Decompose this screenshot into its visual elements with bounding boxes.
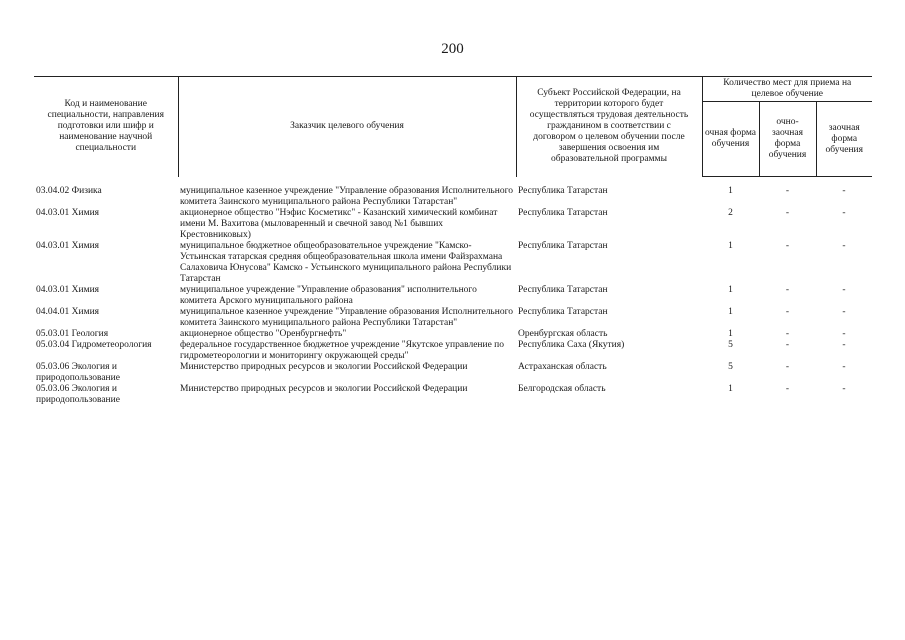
header-mixed: очно-заочная форма обучения bbox=[759, 102, 816, 177]
fulltime-count: 1 bbox=[728, 241, 733, 251]
fulltime-count: 1 bbox=[728, 329, 733, 339]
header-places: Количество мест для приема на целевое обучение bbox=[702, 77, 872, 102]
specialty-cell: 03.04.02 Физика bbox=[36, 186, 102, 196]
region-cell: Оренбургская область bbox=[518, 329, 608, 339]
mixed-count: - bbox=[785, 362, 790, 372]
region-cell: Белгородская область bbox=[518, 384, 606, 394]
customer-cell: муниципальное бюджетное общеобразовательное учреждение "Камско-Устьинская татарская средняя общеобразовательная школа имени Файзрахмана Салаховича Юнусова" Камско - Устьинского муниципального района Республики Татарстан bbox=[180, 241, 512, 284]
fulltime-count: 1 bbox=[728, 384, 733, 394]
customer-cell: муниципальное казенное учреждение "Управление образования Исполнительного комитета Заинского муниципального района Республики Татарстан" bbox=[180, 186, 514, 207]
table-row bbox=[34, 285, 872, 307]
parttime-count: - bbox=[842, 384, 846, 394]
parttime-count: - bbox=[842, 340, 846, 350]
specialty-cell: 05.03.06 Экология и природопользование bbox=[36, 384, 120, 405]
specialty-cell: 05.03.01 Геология bbox=[36, 329, 109, 339]
specialty-cell: 05.03.04 Гидрометеорология bbox=[36, 340, 152, 350]
table-row bbox=[34, 340, 872, 362]
table-row bbox=[34, 384, 872, 406]
mixed-count: - bbox=[785, 329, 790, 339]
specialty-cell: 04.03.01 Химия bbox=[36, 208, 100, 218]
customer-cell: Министерство природных ресурсов и экологии Российской Федерации bbox=[180, 384, 468, 394]
fulltime-count: 5 bbox=[728, 362, 733, 372]
specialty-cell: 04.03.01 Химия bbox=[36, 241, 100, 251]
table-row bbox=[34, 362, 872, 384]
fulltime-count: 1 bbox=[728, 285, 733, 295]
header-region: Субъект Российской Федерации, на территории которого будет осуществляться трудовая деятельность гражданином в соответствии с договором о целевом обучении после завершения освоения им образовательной программы bbox=[516, 77, 702, 177]
mixed-count: - bbox=[785, 186, 790, 196]
table-body bbox=[34, 177, 872, 407]
parttime-count: - bbox=[842, 307, 846, 317]
header-specialty: Код и наименование специальности, направления подготовки или шифр и наименование научной специальности bbox=[34, 77, 178, 177]
header-customer: Заказчик целевого обучения bbox=[178, 77, 516, 177]
parttime-count: - bbox=[842, 329, 846, 339]
region-cell: Республика Татарстан bbox=[518, 186, 608, 196]
mixed-count: - bbox=[785, 340, 790, 350]
table-row bbox=[34, 241, 872, 285]
customer-cell: муниципальное учреждение "Управление образования" исполнительного комитета Арского муниципального района bbox=[180, 285, 477, 306]
parttime-count: - bbox=[842, 186, 846, 196]
parttime-count: - bbox=[842, 362, 846, 372]
header-fulltime: очная форма обучения bbox=[702, 102, 759, 177]
fulltime-count: 1 bbox=[728, 307, 733, 317]
table-row bbox=[34, 329, 872, 340]
customer-cell: акционерное общество "Нэфис Косметикс" - Казанский химический комбинат имени М. Вахитова (мыловаренный и свечной завод №1 бывших Крестовниковых) bbox=[180, 208, 498, 240]
mixed-count: - bbox=[785, 241, 790, 251]
mixed-count: - bbox=[785, 208, 790, 218]
specialty-cell: 05.03.06 Экология и природопользование bbox=[36, 362, 120, 383]
parttime-count: - bbox=[842, 285, 846, 295]
header-parttime: заочная форма обучения bbox=[816, 102, 872, 177]
customer-cell: Министерство природных ресурсов и экологии Российской Федерации bbox=[180, 362, 468, 372]
parttime-count: - bbox=[842, 208, 846, 218]
parttime-count: - bbox=[842, 241, 846, 251]
region-cell: Республика Татарстан bbox=[518, 285, 608, 295]
target-admission-table bbox=[34, 76, 872, 406]
fulltime-count: 1 bbox=[728, 186, 733, 196]
region-cell: Республика Татарстан bbox=[518, 307, 608, 317]
fulltime-count: 2 bbox=[728, 208, 733, 218]
region-cell: Республика Татарстан bbox=[518, 208, 608, 218]
table-row bbox=[34, 307, 872, 329]
mixed-count: - bbox=[785, 285, 790, 295]
customer-cell: муниципальное казенное учреждение "Управление образования Исполнительного комитета Заинского муниципального района Республики Татарстан" bbox=[180, 307, 514, 328]
fulltime-count: 5 bbox=[728, 340, 733, 350]
mixed-count: - bbox=[785, 307, 790, 317]
table-row bbox=[34, 186, 872, 208]
mixed-count: - bbox=[785, 384, 790, 394]
region-cell: Республика Татарстан bbox=[518, 241, 608, 251]
table-row bbox=[34, 208, 872, 241]
region-cell: Республика Саха (Якутия) bbox=[518, 340, 625, 350]
specialty-cell: 04.03.01 Химия bbox=[36, 285, 100, 295]
specialty-cell: 04.04.01 Химия bbox=[36, 307, 100, 317]
page-number: 200 bbox=[441, 41, 464, 57]
customer-cell: акционерное общество "Оренбургнефть" bbox=[180, 329, 347, 339]
customer-cell: федеральное государственное бюджетное учреждение "Якутское управление по гидрометеорологии и мониторингу окружающей среды" bbox=[180, 340, 505, 361]
region-cell: Астраханская область bbox=[518, 362, 607, 372]
